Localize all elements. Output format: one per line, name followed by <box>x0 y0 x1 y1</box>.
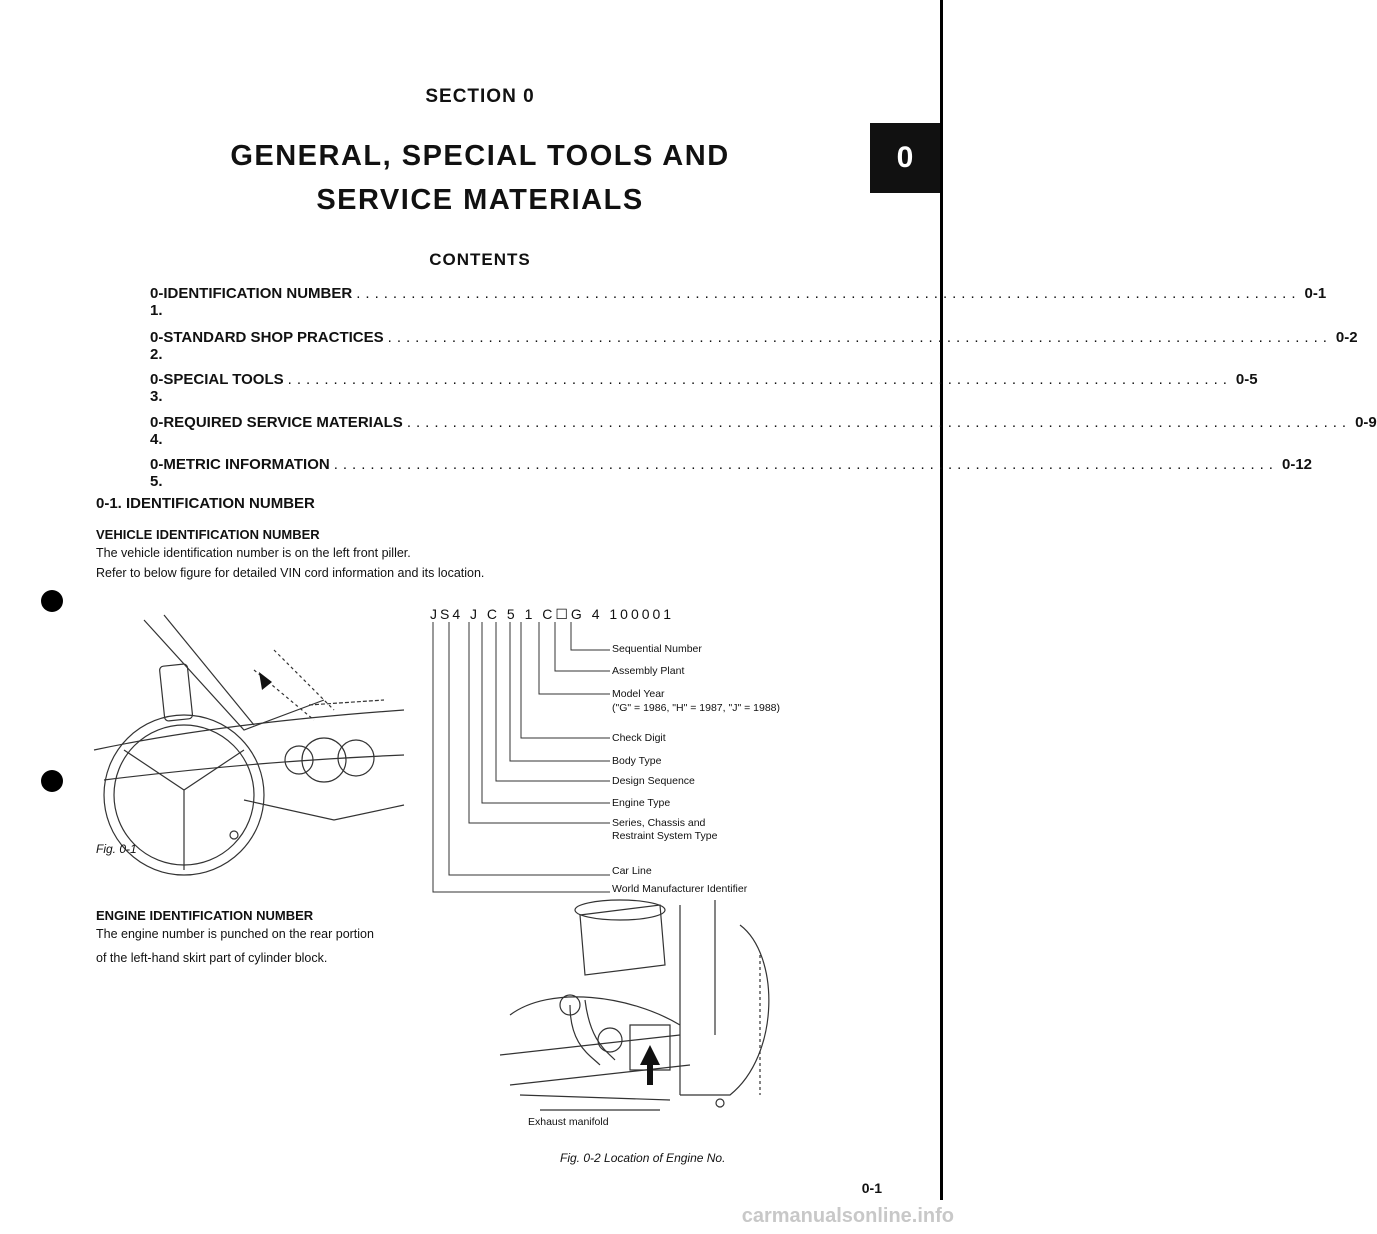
toc-leader-dots: ....................................................................................................... <box>356 285 1301 302</box>
toc-item[interactable] <box>150 456 1313 490</box>
toc-page: 0-9 <box>1355 414 1377 431</box>
toc-number: 0-5. <box>150 456 164 490</box>
toc-title: REQUIRED SERVICE MATERIALS <box>163 414 403 431</box>
section-heading: 0-1. IDENTIFICATION NUMBER <box>96 495 315 512</box>
vin-leader-lines <box>425 622 610 894</box>
vin-label: Check Digit <box>612 732 666 744</box>
toc-item[interactable] <box>150 414 1377 448</box>
toc-title: STANDARD SHOP PRACTICES <box>163 329 384 346</box>
vin-text-line-1: The vehicle identification number is on the left front piller. <box>96 546 411 560</box>
page-title-line-2: SERVICE MATERIALS <box>316 184 644 216</box>
toc-leader-dots: ....................................................................................................... <box>406 414 1352 431</box>
vin-label: Engine Type <box>612 797 671 809</box>
toc-item[interactable] <box>150 371 1258 405</box>
toc-leader-dots: ....................................................................................................... <box>287 371 1232 388</box>
figure-1-caption: Fig. 0-1 <box>96 842 137 856</box>
contents-heading: CONTENTS <box>429 250 531 269</box>
toc-number: 0-1. <box>150 285 164 319</box>
vin-label: Design Sequence <box>612 775 695 787</box>
vin-label: ("G" = 1986, "H" = 1987, "J" = 1988) <box>612 702 780 714</box>
toc-page: 0-5 <box>1235 371 1258 388</box>
dashboard-illustration <box>84 610 414 860</box>
toc-item[interactable] <box>150 285 1327 319</box>
figure-2-caption: Fig. 0-2 Location of Engine No. <box>560 1151 726 1165</box>
watermark: carmanualsonline.info <box>741 1205 954 1227</box>
engine-illustration <box>480 895 810 1120</box>
vin-label: Assembly Plant <box>612 665 685 677</box>
exhaust-manifold-label: Exhaust manifold <box>528 1116 609 1128</box>
vin-text-line-2: Refer to below figure for detailed VIN cord information and its location. <box>96 566 485 580</box>
toc-number: 0-4. <box>150 414 164 448</box>
page-number: 0-1 <box>861 1180 882 1196</box>
vin-label: Body Type <box>612 755 662 767</box>
toc-number: 0-2. <box>150 329 164 363</box>
vin-code: JS4 J C 5 1 C☐G 4 100001 <box>430 606 675 622</box>
vin-label: Series, Chassis and <box>612 817 706 829</box>
toc-title: METRIC INFORMATION <box>163 456 330 473</box>
toc-title: IDENTIFICATION NUMBER <box>163 285 353 302</box>
vin-label: Sequential Number <box>612 643 702 655</box>
binder-hole-top <box>41 590 63 612</box>
binder-hole-bottom <box>41 770 63 792</box>
section-label: SECTION 0 <box>425 86 535 107</box>
page-title-line-1: GENERAL, SPECIAL TOOLS AND <box>230 140 730 172</box>
engine-heading: ENGINE IDENTIFICATION NUMBER <box>96 908 314 923</box>
vin-label: Restraint System Type <box>612 830 718 842</box>
toc-leader-dots: ....................................................................................................... <box>387 329 1332 346</box>
engine-text-line-1: The engine number is punched on the rear portion <box>96 927 374 941</box>
toc-number: 0-3. <box>150 371 164 405</box>
toc-page: 0-2 <box>1335 329 1358 346</box>
toc-title: SPECIAL TOOLS <box>163 371 284 388</box>
vin-label: World Manufacturer Identifier <box>612 883 748 895</box>
toc-page: 0-1 <box>1304 285 1327 302</box>
toc-item[interactable] <box>150 329 1358 363</box>
engine-text-line-2: of the left-hand skirt part of cylinder block. <box>96 951 328 965</box>
toc-leader-dots: ....................................................................................................... <box>333 456 1278 473</box>
vin-label: Car Line <box>612 865 652 877</box>
section-tab-label: 0 <box>896 141 914 174</box>
page-edge-rule <box>940 0 943 1200</box>
vin-label: Model Year <box>612 688 665 700</box>
vin-heading: VEHICLE IDENTIFICATION NUMBER <box>96 527 320 542</box>
toc-page: 0-12 <box>1281 456 1313 473</box>
